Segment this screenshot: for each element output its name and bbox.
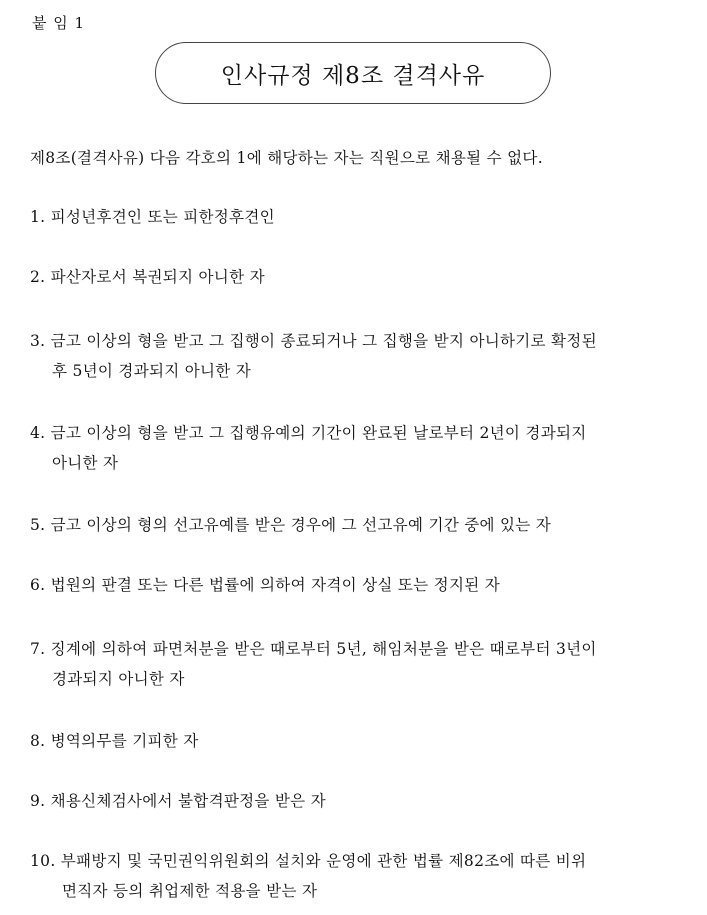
list-item-3 [30,326,690,386]
list-item-text: 2. 파산자로서 복권되지 아니한 자 [30,268,265,286]
attachment-label: 붙 임 1 [32,14,86,32]
intro-paragraph: 제8조(결격사유) 다음 각호의 1에 해당하는 자는 직원으로 채용될 수 없다. [30,149,543,167]
list-item-4 [30,418,690,478]
list-item-text: 7. 징계에 의하여 파면처분을 받은 때로부터 5년, 해임처분을 받은 때로부터 3년이 [30,640,597,658]
list-item-text-continued: 경과되지 아니한 자 [52,670,185,688]
list-item-text-continued: 후 5년이 경과되지 아니한 자 [52,362,252,380]
list-item-text: 9. 채용신체검사에서 불합격판정을 받은 자 [30,792,326,810]
list-item-10 [30,846,690,906]
list-item-text-continued: 면직자 등의 취업제한 적용을 받는 자 [62,882,318,900]
list-item-text: 10. 부패방지 및 국민권익위원회의 설치와 운영에 관한 법률 제82조에 따른 비위 [30,852,587,870]
list-item-2 [30,262,690,292]
list-item-9 [30,786,690,816]
list-item-8 [30,726,690,756]
list-item-text: 1. 피성년후견인 또는 피한정후견인 [30,208,275,226]
list-item-text: 4. 금고 이상의 형을 받고 그 집행유예의 기간이 완료된 날로부터 2년이 경과되지 [30,424,587,442]
list-item-text: 6. 법원의 판결 또는 다른 법률에 의하여 자격이 상실 또는 정지된 자 [30,576,500,594]
list-item-1 [30,202,690,232]
list-item-text: 8. 병역의무를 기피한 자 [30,732,199,750]
list-item-5 [30,510,690,540]
title-box [155,42,551,104]
list-item-7 [30,634,690,694]
list-item-text: 5. 금고 이상의 형의 선고유예를 받은 경우에 그 선고유예 기간 중에 있는 자 [30,516,552,534]
list-item-6 [30,570,690,600]
page-title: 인사규정 제8조 결격사유 [220,62,486,89]
list-item-text-continued: 아니한 자 [52,454,119,472]
list-item-text: 3. 금고 이상의 형을 받고 그 집행이 종료되거나 그 집행을 받지 아니하기로 확정된 [30,332,597,350]
